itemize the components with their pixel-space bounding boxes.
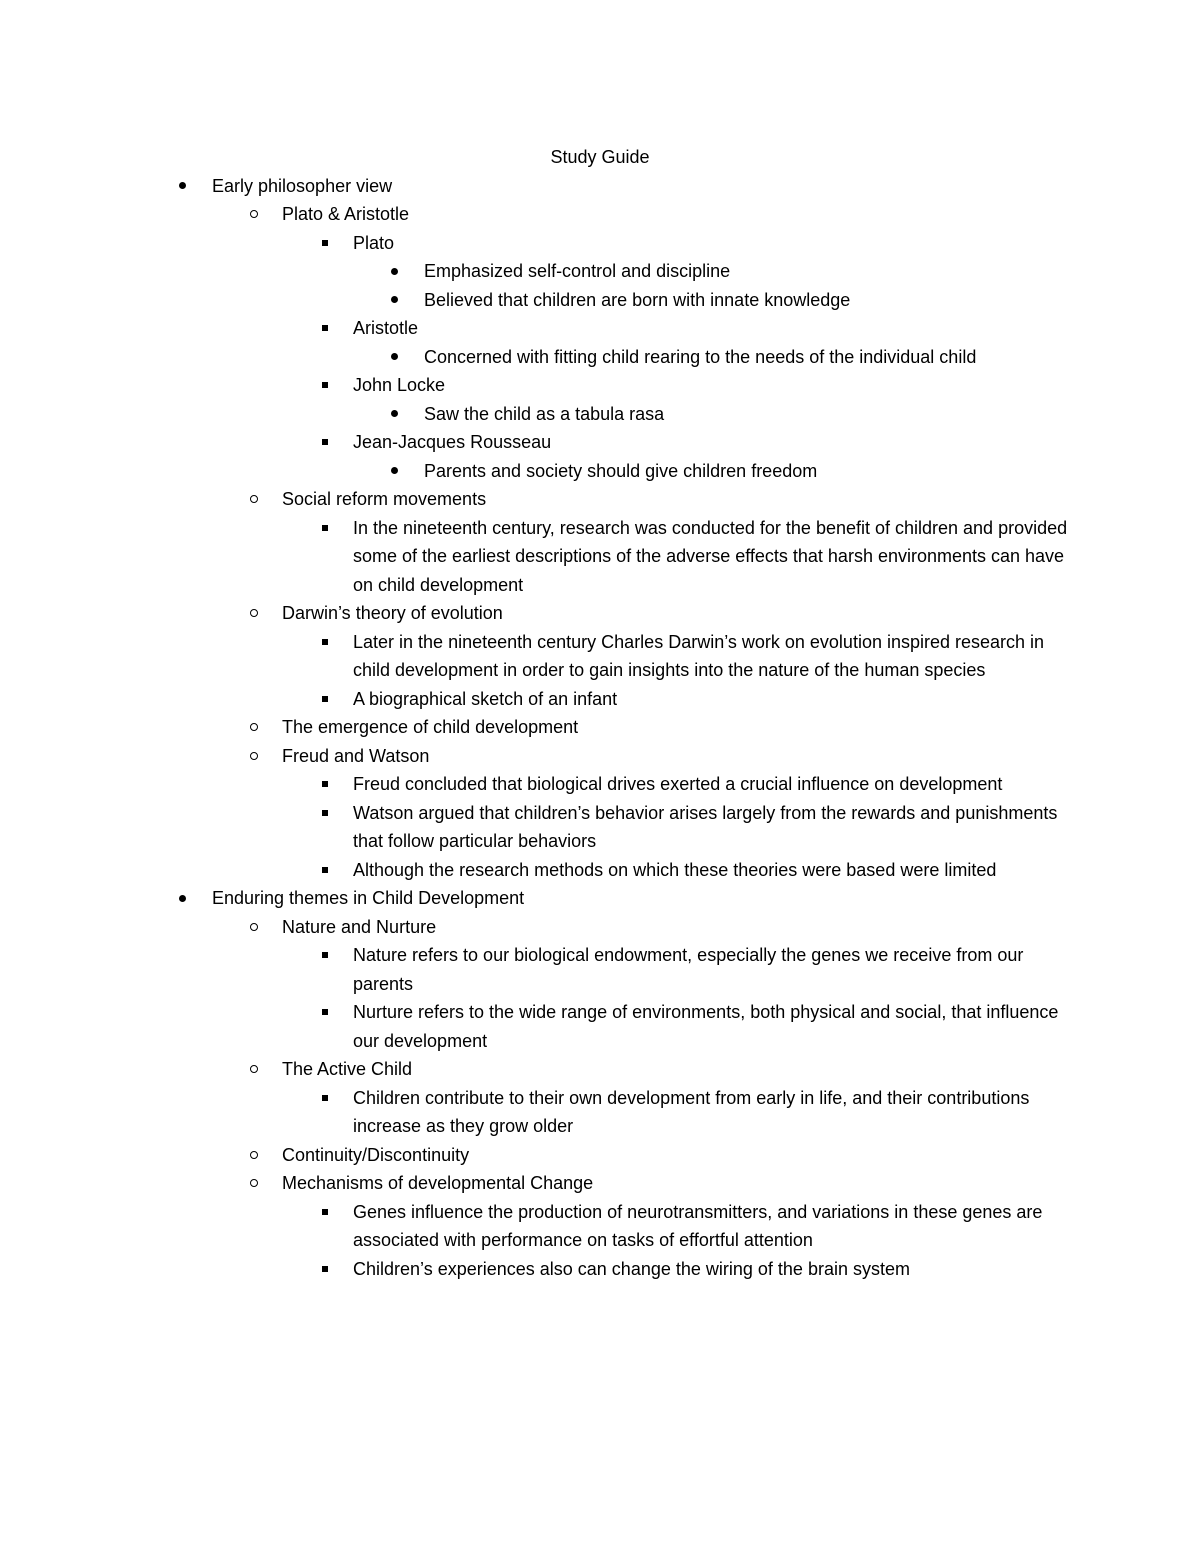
bullet-icon: [384, 257, 404, 286]
list-item: [282, 913, 1072, 942]
list-item-text: Early philosopher view: [212, 175, 393, 196]
list-item-text: In the nineteenth century, research was conducted for the benefit of children and provided some of the earliest descriptions of the adverse effects that harsh environments can have on child development: [353, 517, 1068, 595]
list-item: [424, 400, 1074, 429]
list-item-text: John Locke: [353, 375, 446, 395]
circle-bullet-icon: [244, 599, 264, 628]
list-item-text: Although the research methods on which these theories were based were limited: [353, 859, 997, 880]
circle-bullet-icon: [244, 713, 264, 742]
circle-bullet-icon: [244, 913, 264, 942]
list-item-text: Freud and Watson: [282, 745, 430, 766]
list-item-text: The emergence of child development: [282, 717, 579, 737]
list-item: [353, 941, 1073, 998]
list-item: [353, 1198, 1073, 1255]
list-item-text: The Active Child: [282, 1059, 413, 1079]
list-item-text: Later in the nineteenth century Charles Darwin’s work on evolution inspired research in child development in order to gain insights into the nature of the human species: [353, 631, 1045, 680]
list-item-text: Social reform movements: [282, 489, 487, 509]
list-item: [353, 229, 1073, 258]
square-bullet-icon: [315, 770, 335, 799]
circle-bullet-icon: [244, 485, 264, 514]
list-item: [424, 343, 1074, 372]
list-item: [282, 200, 1072, 229]
circle-bullet-icon: [244, 1169, 264, 1198]
list-item-text: Saw the child as a tabula rasa: [424, 403, 665, 424]
circle-bullet-icon: [244, 1141, 264, 1170]
list-item: [282, 485, 1072, 514]
list-item-text: Nurture refers to the wide range of environments, both physical and social, that influence our development: [353, 1002, 1059, 1051]
list-item-text: Mechanisms of developmental Change: [282, 1173, 594, 1193]
list-item-text: Darwin’s theory of evolution: [282, 603, 503, 623]
circle-bullet-icon: [244, 1055, 264, 1084]
list-item-text: Believed that children are born with innate knowledge: [424, 289, 851, 310]
list-item: [353, 514, 1073, 600]
square-bullet-icon: [315, 371, 335, 400]
circle-bullet-icon: [244, 200, 264, 229]
list-item-text: Children’s experiences also can change the wiring of the brain system: [353, 1258, 910, 1279]
square-bullet-icon: [315, 628, 335, 657]
list-item-text: Continuity/Discontinuity: [282, 1144, 470, 1165]
list-item-text: Nature and Nurture: [282, 916, 437, 937]
list-item: [353, 998, 1073, 1055]
list-item: [282, 713, 1072, 742]
list-item: [282, 1169, 1072, 1198]
list-item-text: Concerned with fitting child rearing to the needs of the individual child: [424, 346, 977, 367]
square-bullet-icon: [315, 514, 335, 543]
bullet-icon: [172, 172, 192, 201]
bullet-icon: [384, 343, 404, 372]
list-item-text: A biographical sketch of an infant: [353, 688, 618, 709]
list-item: [424, 457, 1074, 486]
list-item-text: Enduring themes in Child Development: [212, 888, 525, 908]
bullet-icon: [384, 286, 404, 315]
list-item: [353, 428, 1073, 457]
square-bullet-icon: [315, 314, 335, 343]
list-item-text: Plato: [353, 232, 395, 253]
square-bullet-icon: [315, 428, 335, 457]
list-item: [282, 1141, 1072, 1170]
list-item: [282, 1055, 1072, 1084]
list-item: [353, 628, 1073, 685]
list-item-text: Plato & Aristotle: [282, 204, 410, 224]
list-item: [353, 314, 1073, 343]
page-title: Study Guide: [550, 147, 650, 167]
square-bullet-icon: [315, 998, 335, 1027]
list-item: [353, 1084, 1073, 1141]
outline-list: [0, 172, 1200, 1284]
list-item: [212, 884, 1072, 913]
list-item-text: Jean-Jacques Rousseau: [353, 432, 552, 452]
bullet-icon: [384, 400, 404, 429]
list-item: [212, 172, 1072, 201]
bullet-icon: [172, 884, 192, 913]
square-bullet-icon: [315, 941, 335, 970]
square-bullet-icon: [315, 685, 335, 714]
list-item-text: Children contribute to their own development from early in life, and their contributions increase as they grow older: [353, 1087, 1030, 1136]
list-item-text: Nature refers to our biological endowment, especially the genes we receive from our parents: [353, 945, 1024, 994]
circle-bullet-icon: [244, 742, 264, 771]
list-item: [282, 742, 1072, 771]
list-item: [424, 286, 1074, 315]
list-item: [424, 257, 1074, 286]
list-item: [353, 685, 1073, 714]
square-bullet-icon: [315, 799, 335, 828]
list-item-text: Aristotle: [353, 318, 419, 338]
square-bullet-icon: [315, 856, 335, 885]
list-item: [353, 799, 1073, 856]
list-item-text: Watson argued that children’s behavior arises largely from the rewards and punishments that follow particular behaviors: [353, 802, 1058, 851]
list-item-text: Emphasized self-control and discipline: [424, 261, 731, 281]
list-item: [353, 371, 1073, 400]
list-item: [353, 770, 1073, 799]
square-bullet-icon: [315, 1084, 335, 1113]
list-item-text: Genes influence the production of neurotransmitters, and variations in these genes are associated with performance on tasks of effortful attention: [353, 1201, 1043, 1250]
square-bullet-icon: [315, 229, 335, 258]
list-item: [353, 1255, 1073, 1284]
square-bullet-icon: [315, 1255, 335, 1284]
bullet-icon: [384, 457, 404, 486]
list-item-text: Parents and society should give children freedom: [424, 460, 818, 481]
list-item: [353, 856, 1073, 885]
square-bullet-icon: [315, 1198, 335, 1227]
list-item: [282, 599, 1072, 628]
list-item-text: Freud concluded that biological drives exerted a crucial influence on development: [353, 774, 1003, 794]
